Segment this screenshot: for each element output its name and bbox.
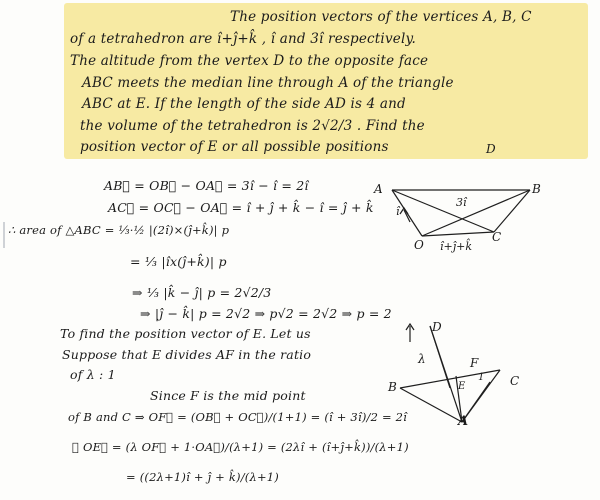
problem-line-1: The position vectors of the vertices A, B, C — [230, 9, 532, 25]
fig1-label-a: A — [374, 182, 383, 196]
fig2-label-d: D — [432, 320, 442, 334]
problem-line-5: ABC at E. If the length of the side AD is 4 and — [82, 96, 406, 112]
solution-line-cross: = ⅓ |îx(ĵ+k̂)| p — [130, 254, 227, 269]
fig1-label-arrow: î — [396, 205, 400, 218]
solution-line-ab: AB⃗ = OB⃗ − OA⃗ = 3î − î = 2î — [104, 178, 309, 193]
margin-mark — [3, 222, 8, 248]
fig1-label-c: C — [492, 230, 502, 244]
fig1-label-o: O — [414, 238, 424, 252]
fig2-label-c: C — [510, 374, 520, 388]
solution-line-ratio: of λ : 1 — [70, 367, 116, 382]
fig2-label-lambda: λ — [418, 352, 426, 366]
fig2-label-f: F — [470, 356, 479, 370]
solution-line-oe: ∴ OE⃗ = (λ OF⃗ + 1·OA⃗)/(λ+1) = (2λî + (î+ĵ+k̂))/(λ+1) — [72, 440, 409, 454]
problem-corner-d: D — [486, 142, 496, 156]
triangle-diagram — [380, 180, 590, 260]
side-ac — [392, 190, 494, 232]
fig1-label-vec: î+ĵ+k̂ — [440, 240, 473, 253]
altitude-de — [430, 326, 450, 388]
fig2-label-ratio: 1 — [478, 372, 485, 383]
fig2-label-a: A — [458, 414, 469, 429]
problem-line-3: The altitude from the vertex D to the opposite face — [70, 53, 429, 69]
solution-line-oe-final: = ((2λ+1)î + ĵ + k̂)/(λ+1) — [126, 470, 279, 484]
fig2-label-b: B — [388, 380, 397, 394]
problem-line-4: ABC meets the median line through A of the triangle — [82, 75, 454, 91]
tetrahedron-diagram — [380, 318, 530, 428]
solution-line-ac: AC⃗ = OC⃗ − OA⃗ = î + ĵ + k̂ − î = ĵ + k̂ — [108, 200, 374, 215]
solution-line-magnitude: ⇒ ⅓ |k̂ − ĵ| p = 2√2/3 — [132, 285, 272, 300]
problem-line-6: the volume of the tetrahedron is 2√2/3 . Find the — [80, 118, 425, 134]
problem-line-7: position vector of E or all possible positions — [80, 139, 389, 155]
problem-line-2: of a tetrahedron are î+ĵ+k̂ , î and 3î respectively. — [70, 31, 416, 47]
solution-line-p: ⇒ |ĵ − k̂| p = 2√2 ⇒ p√2 = 2√2 ⇒ p = 2 — [140, 306, 392, 321]
segment-oc — [422, 232, 494, 236]
solution-line-midpoint: Since F is the mid point — [150, 388, 306, 403]
solution-line-area: ∴ area of △ABC = ⅓·½ |(2î)×(ĵ+k̂)| p — [8, 223, 230, 237]
fig1-label-b: B — [532, 182, 541, 196]
fig1-label-side: 3î — [456, 196, 467, 209]
solution-line-suppose: Suppose that E divides AF in the ratio — [62, 347, 312, 362]
solution-line-find-e: To find the position vector of E. Let us — [60, 326, 311, 341]
side-bc — [494, 190, 530, 232]
solution-line-of: of B and C ⇒ OF⃗ = (OB⃗ + OC⃗)/(1+1) = (î + 3î)/2 = 2î — [68, 410, 408, 424]
fig2-label-e: E — [458, 381, 466, 392]
segment-ob — [422, 190, 530, 236]
